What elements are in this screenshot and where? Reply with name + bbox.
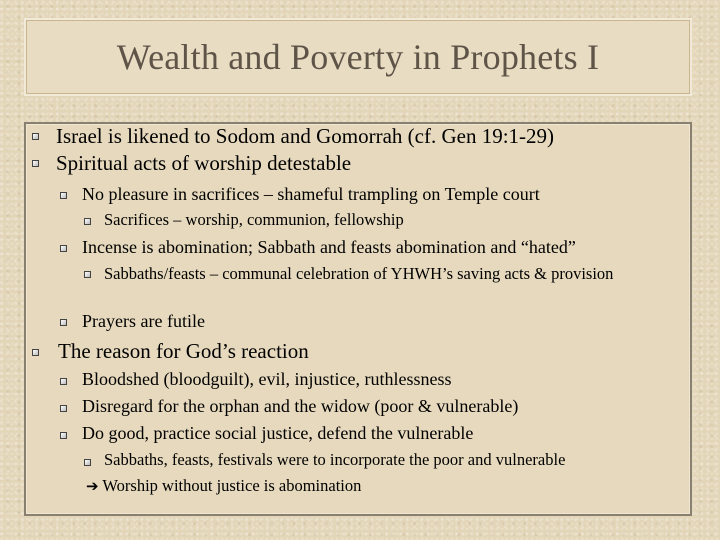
bullet-icon: [84, 459, 91, 466]
list-item: No pleasure in sacrifices – shameful trampling on Temple court: [82, 184, 540, 204]
bullet-icon: [32, 160, 39, 167]
arrow-right-icon: ➔: [86, 477, 99, 495]
list-item: Sacrifices – worship, communion, fellowship: [104, 210, 404, 229]
bullet-icon: [32, 133, 39, 140]
list-item: The reason for God’s reaction: [58, 339, 309, 363]
list-item: Do good, practice social justice, defend the vulnerable: [82, 423, 474, 443]
bullet-icon: [60, 378, 67, 385]
list-item: Israel is likened to Sodom and Gomorrah (cf. Gen 19:1-29): [56, 124, 555, 148]
bullet-icon: [60, 319, 67, 326]
bullet-icon: [60, 245, 67, 252]
list-item: Disregard for the orphan and the widow (poor & vulnerable): [82, 396, 519, 416]
title-box: [24, 18, 692, 96]
list-item: Sabbaths, feasts, festivals were to incorporate the poor and vulnerable: [104, 450, 566, 469]
bullet-icon: [60, 432, 67, 439]
bullet-icon: [60, 192, 67, 199]
bullet-icon: [60, 405, 67, 412]
bullet-icon: [84, 218, 91, 225]
slide-title: Wealth and Poverty in Prophets I: [116, 37, 600, 77]
list-item: Bloodshed (bloodguilt), evil, injustice, ruthlessness: [82, 369, 452, 389]
list-item: Spiritual acts of worship detestable: [56, 151, 352, 175]
list-item: Prayers are futile: [82, 311, 205, 331]
list-item: Incense is abomination; Sabbath and feasts abomination and “hated”: [82, 237, 576, 257]
bullet-icon: [84, 271, 91, 278]
conclusion-line: [86, 476, 361, 496]
conclusion-text: Worship without justice is abomination: [102, 476, 362, 495]
bullet-icon: [32, 349, 39, 356]
list-item: Sabbaths/feasts – communal celebration of YHWH’s saving acts & provision: [104, 264, 614, 283]
